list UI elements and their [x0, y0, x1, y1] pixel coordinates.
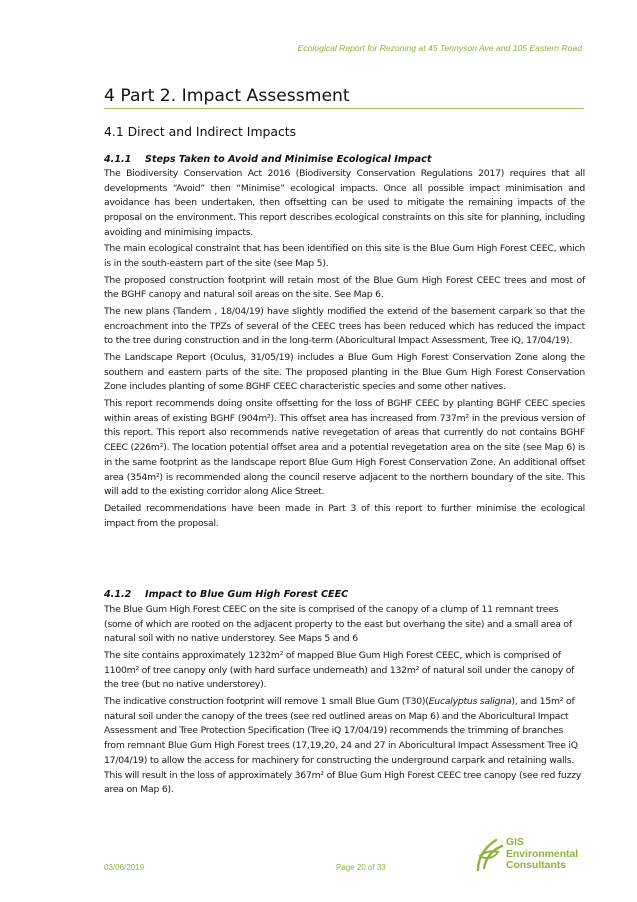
footer-date: 03/06/2019 — [104, 863, 145, 872]
section-heading: 4 Part 2. Impact Assessment — [104, 86, 350, 106]
subsection-heading: 4.1 Direct and Indirect Impacts — [104, 124, 297, 139]
leaf-logo-icon — [474, 834, 504, 874]
running-header: Ecological Report for Rezoning at 45 Tennyson Ave and 105 Eastern Road — [297, 43, 582, 53]
paragraph: This report recommends doing onsite offsetting for the loss of BGHF CEEC by planting BGHF CEEC species within areas of existing BGHF (904m²). This offset area has increased from 737m² in the previous version of this report. This report also recommends native revegetation of areas that currently do not contains BGHF CEEC (226m²). The location potential offset area and a potential revegetation area on the site (see Map 6) is in the same footprint as the landscape report Blue Gum High Forest Conservation Zone. An additional offset area (354m²) is recommended along the council reserve adjacent to the northern boundary of the site. This will add to the existing corridor along Alice Street. — [104, 398, 585, 498]
subsubsection-heading-1 — [104, 153, 431, 167]
heading-number: 4.1.2 — [104, 589, 132, 600]
company-logo — [474, 834, 584, 874]
heading-title: Impact to Blue Gum High Forest CEEC — [145, 589, 349, 600]
section-body-1 — [104, 167, 585, 533]
paragraph: The site contains approximately 1232m² of mapped Blue Gum High Forest CEEC, which is comprised of 1100m² of tree canopy only (with hard surface underneath) and 132m² of natural soil under the canopy of the tree (but no native understorey). — [104, 650, 575, 691]
section-body-2 — [104, 603, 585, 800]
paragraph: The Biodiversity Conservation Act 2016 (Biodiversity Conservation Regulations 2017) requires that all developments “Avoid” then “Minimise” ecological impacts. Once all possible impact minimisation and avoidance has been undertaken, then offsetting can be used to mitigate the remaining impacts of the proposal on the environment. This report describes ecological constraints on this site for planning, including avoiding and minimising impacts. — [104, 168, 585, 238]
logo-line: GIS — [506, 837, 524, 848]
logo-line: Environmental — [506, 848, 579, 860]
page-number: Page 20 of 33 — [336, 863, 386, 872]
text-run: ), and 15m² of natural soil under the canopy of the trees (see red outlined areas on Map 6) and the Aboricultural Impact Assessment and Tree Protection Specification (Tree iQ 17/04/19) recommends the trimming of branches from remnant Blue Gum High Forest trees (17,19,20, 24 and 27 in Aboricultural Impact Assessment Tree iQ 17/04/19) to allow the access for machinery for constructing the underground carpark and retaining walls. This will result in the loss of approximately 367m² of Blue Gum High Forest CEEC tree canopy (see red fuzzy area on Map 6). — [104, 696, 582, 796]
paragraph: The new plans (Tandem , 18/04/19) have slightly modified the extend of the basement carpark so that the encroachment into the TPZs of several of the CEEC trees has been reduced which has reduced the impact to the tree during construction and in the long-term (Aboricultural Impact Assessment, Tree iQ, 17/04/19). — [104, 306, 585, 347]
heading-number: 4.1.1 — [104, 154, 132, 165]
logo-line: Consultants — [506, 860, 567, 872]
logo-wordmark — [506, 837, 578, 872]
subsubsection-heading-2 — [104, 588, 348, 602]
paragraph — [104, 695, 585, 798]
heading-title: Steps Taken to Avoid and Minimise Ecological Impact — [145, 154, 432, 165]
paragraph: The proposed construction footprint will retain most of the Blue Gum High Forest CEEC trees and most of the BGHF canopy and natural soil areas on the site. See Map 6. — [104, 274, 585, 301]
species-name: Eucalyptus saligna — [428, 696, 512, 707]
paragraph: The main ecological constraint that has been identified on this site is the Blue Gum High Forest CEEC, which is in the south-eastern part of the site (see Map 5). — [104, 243, 585, 270]
paragraph: Detailed recommendations have been made in Part 3 of this report to further minimise the ecological impact from the proposal. — [104, 502, 585, 529]
heading-rule — [104, 108, 584, 109]
paragraph: The Landscape Report (Oculus, 31/05/19) includes a Blue Gum High Forest Conservation Zone along the southern and eastern parts of the site. The proposed planting in the Blue Gum High Forest Conservation Zone includes planting of some BGHF CEEC characteristic species and some other natives. — [104, 352, 585, 393]
paragraph: The Blue Gum High Forest CEEC on the site is comprised of the canopy of a clump of 11 remnant trees (some of which are rooted on the adjacent property to the east but overhang the site) and a small area of natural soil with no native understorey. See Maps 5 and 6 — [104, 604, 572, 645]
text-run: The indicative construction footprint will remove 1 small Blue Gum (T30)( — [104, 696, 429, 707]
